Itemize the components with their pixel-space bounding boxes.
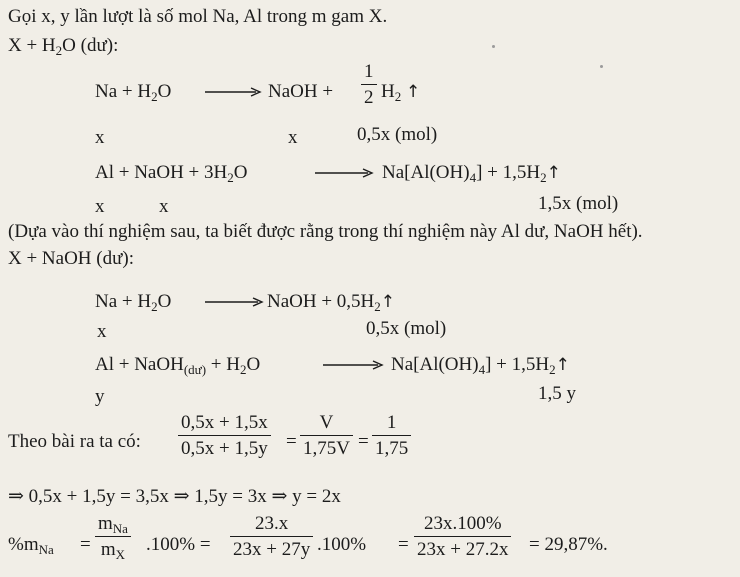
percent-mult-2: .100% [317, 534, 367, 555]
case1-eq1-amt-h2: 0,5x (mol) [357, 124, 438, 145]
intro-line: Gọi x, y lần lượt là số mol Na, Al trong m gam X. [8, 6, 388, 27]
reaction-arrow [204, 296, 264, 308]
case2-eq2-amt-al: y [95, 386, 105, 407]
percent-equals-2: = [398, 534, 409, 555]
case1-eq2-amt-al: x [95, 196, 105, 217]
case1-eq1-reactants: $Na + H_2O$ [95, 81, 172, 104]
ratio-equals: = [358, 431, 369, 452]
case1-heading: $X + H_2O$ (dư): [8, 35, 119, 58]
case2-eq1-amt-na: x [97, 321, 107, 342]
gas-up-arrow-icon: ↑ [555, 355, 570, 375]
case1-eq2-reactants: Al + NaOH + $3H_2O$ [95, 162, 248, 185]
note-line: (Dựa vào thí nghiệm sau, ta biết được rằng trong thí nghiệm này Al dư, NaOH hết). [8, 221, 643, 242]
case2-heading: X + NaOH (dư): [8, 248, 135, 269]
case1-eq2-amt-naoh: x [159, 196, 169, 217]
reaction-arrow [314, 167, 374, 179]
case2-eq1-product: NaOH + $0,5H_2↑$ [267, 291, 396, 314]
case2-eq1-amt-h2: 0,5x (mol) [366, 318, 447, 339]
case2-eq1-reactants: $Na + H_2O$ [95, 291, 172, 314]
derivation-line: ⇒ 0,5x + 1,5y = 3,5x ⇒ 1,5y = 3x ⇒ y = 2x [8, 486, 341, 507]
case1-eq1-amt-na: x [95, 127, 105, 148]
reaction-arrow [322, 359, 384, 371]
gas-up-arrow-icon: ↑ [405, 82, 421, 102]
ratio-lead: Theo bài ra ta có: [8, 431, 141, 452]
percent-fraction-final: 23x.100% 23x + 27.2x [414, 514, 511, 559]
case2-eq2-amt-h2: 1,5 y [538, 383, 576, 404]
half-fraction: 1 2 [361, 62, 377, 107]
ratio-fraction-3: 1 1,75 [372, 413, 411, 458]
gas-up-arrow-icon: ↑ [546, 163, 561, 183]
case1-eq2-amt-h2: 1,5x (mol) [538, 193, 619, 214]
percent-lead: $\%m_{Na}$ [8, 534, 54, 557]
ratio-equals: = [286, 431, 297, 452]
scan-speck [600, 65, 603, 68]
percent-mult-1: .100% = [146, 534, 211, 555]
ratio-fraction-1: 0,5x + 1,5x 0,5x + 1,5y [178, 413, 271, 458]
percent-fraction-m: $m_{Na}$ $m_X$ [95, 514, 131, 559]
case1-eq2-product: $Na[Al(OH)_4]$ + $1,5H_2↑$ [382, 162, 561, 185]
case1-eq1-product: NaOH + [268, 81, 334, 102]
percent-equals: = [80, 534, 91, 555]
percent-result: = 29,87%. [529, 534, 608, 555]
case2-eq2-product: $Na[Al(OH)_4]$ + $1,5H_2↑$ [391, 354, 570, 377]
reaction-arrow [204, 86, 262, 98]
case1-eq1-amt-naoh: x [288, 127, 298, 148]
ratio-fraction-2: V 1,75V [300, 413, 353, 458]
scan-speck [492, 45, 495, 48]
gas-up-arrow-icon: ↑ [380, 292, 396, 312]
case1-eq1-h2: $H_2$ ↑ [381, 81, 421, 104]
percent-fraction-x: 23.x 23x + 27y [230, 514, 313, 559]
case2-eq2-reactants: Al + NaOH$_{(dư)}$ + $H_2O$ [95, 354, 261, 377]
